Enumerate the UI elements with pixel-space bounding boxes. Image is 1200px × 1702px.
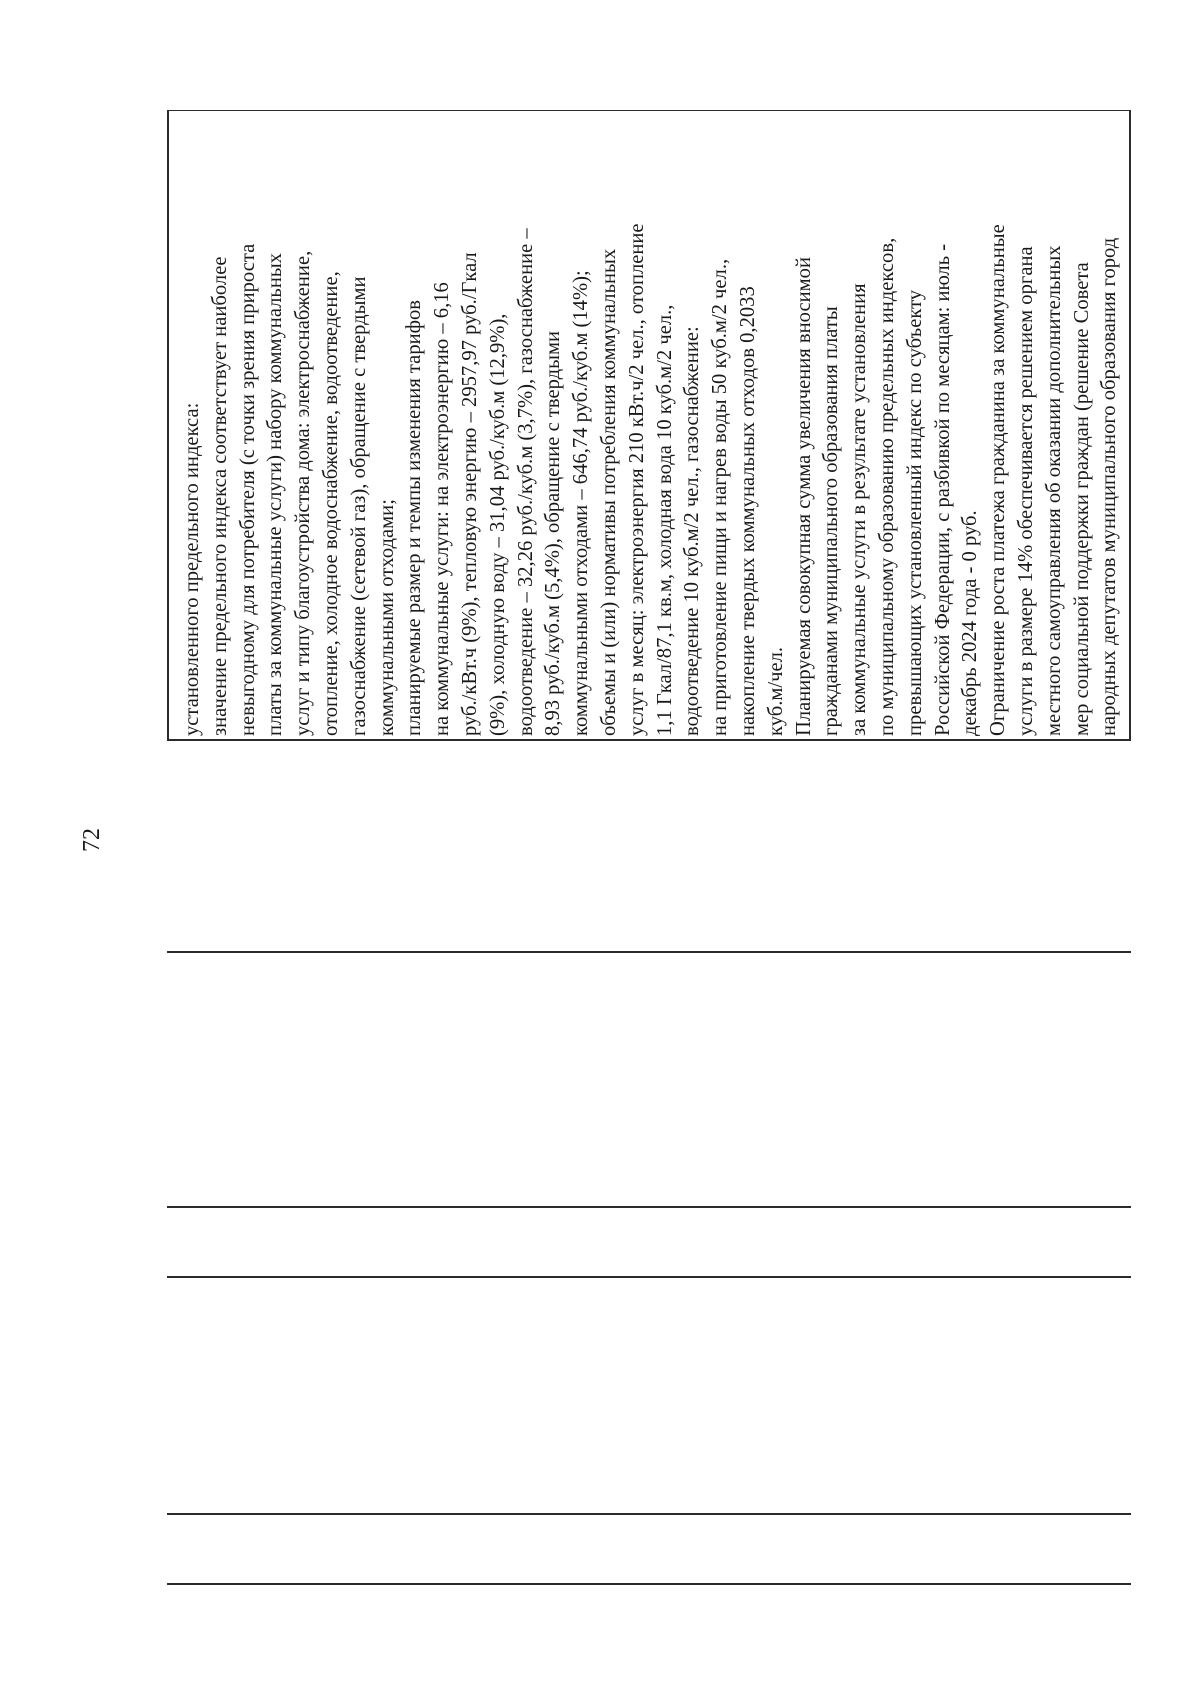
text-line: Планируемая совокупная сумма увеличения вносимой — [792, 257, 815, 736]
text-line: невыгодному для потребителя (с точки зрения прироста — [236, 243, 259, 736]
text-line: услуги в размере 14% обеспечивается решением органа — [1014, 246, 1037, 736]
text-line: на приготовление пищи и нагрев воды 50 куб.м/2 чел., — [709, 258, 732, 736]
text-line: отопление, холодное водоснабжение, водоотведение, — [319, 271, 342, 736]
table-row-divider — [167, 951, 1131, 953]
text-line: народных депутатов муниципального образования город — [1098, 237, 1121, 736]
cell-text-block — [179, 116, 1129, 736]
text-line: Ограничение роста платежа гражданина за коммунальные — [987, 224, 1010, 736]
text-line: гражданами муниципального образования платы — [820, 306, 843, 736]
text-line: Российской Федерации, с разбивкой по месяцам: июль - — [931, 243, 954, 736]
text-line: значение предельного индекса соответствует наиболее — [208, 256, 231, 736]
text-line: платы за коммунальные услуги) набору коммунальных — [264, 253, 287, 736]
page-number: 72 — [79, 828, 105, 852]
text-line: коммунальными отходами; — [375, 499, 398, 736]
text-line: установленного предельного индекса: — [181, 402, 203, 736]
text-line: на коммунальные услуги: на электроэнергию – 6,16 — [431, 282, 454, 736]
table-row-divider — [167, 1276, 1131, 1278]
text-line: куб.м/чел. — [764, 646, 787, 736]
text-line: руб./кВт.ч (9%), тепловую энергию – 2957,97 руб./Гкал — [458, 252, 481, 736]
text-line: накопление твердых коммунальных отходов 0,2033 — [736, 286, 759, 736]
table-row-divider — [167, 1513, 1131, 1515]
table-row-divider — [167, 1583, 1131, 1585]
table-cell-text — [167, 110, 1131, 741]
text-line: мер социальной поддержки граждан (решение Совета — [1070, 262, 1093, 736]
text-line: декабрь 2024 года - 0 руб. — [959, 510, 982, 736]
text-line: 1,1 Гкал/87,1 кв.м, холодная вода 10 куб.м/2 чел., — [653, 304, 676, 736]
text-line: (9%), холодную воду – 31,04 руб./куб.м (12,9%), — [486, 313, 509, 736]
text-line: планируемые размер и темпы изменения тарифов — [403, 299, 426, 736]
text-line: превышающих установленный индекс по субъекту — [903, 289, 926, 736]
table-row-divider — [167, 1206, 1131, 1208]
text-line: услуг и типу благоустройства дома: электроснабжение, — [292, 250, 315, 736]
text-line: 8,93 руб./куб.м (5,4%), обращение с твердыми — [542, 330, 565, 736]
text-line: газоснабжение (сетевой газ), обращение с твердыми — [347, 276, 370, 736]
text-line: услуг в месяц: электроэнергия 210 кВт.ч/2 чел., отопление — [625, 223, 648, 736]
text-line: местного самоуправления об оказании дополнительных — [1042, 245, 1065, 736]
text-line: водоотведение 10 куб.м/2 чел., газоснабжение: — [681, 326, 704, 736]
text-line: объемы и (или) нормативы потребления коммунальных — [597, 248, 620, 736]
text-line: по муниципальному образованию предельных индексов, — [875, 237, 898, 736]
text-line: коммунальными отходами – 646,74 руб./куб.м (14%); — [570, 270, 593, 736]
text-line: водоотведение – 32,26 руб./куб.м (3,7%), газоснабжение – — [514, 228, 537, 736]
text-line: за коммунальные услуги в результате установления — [848, 283, 871, 736]
